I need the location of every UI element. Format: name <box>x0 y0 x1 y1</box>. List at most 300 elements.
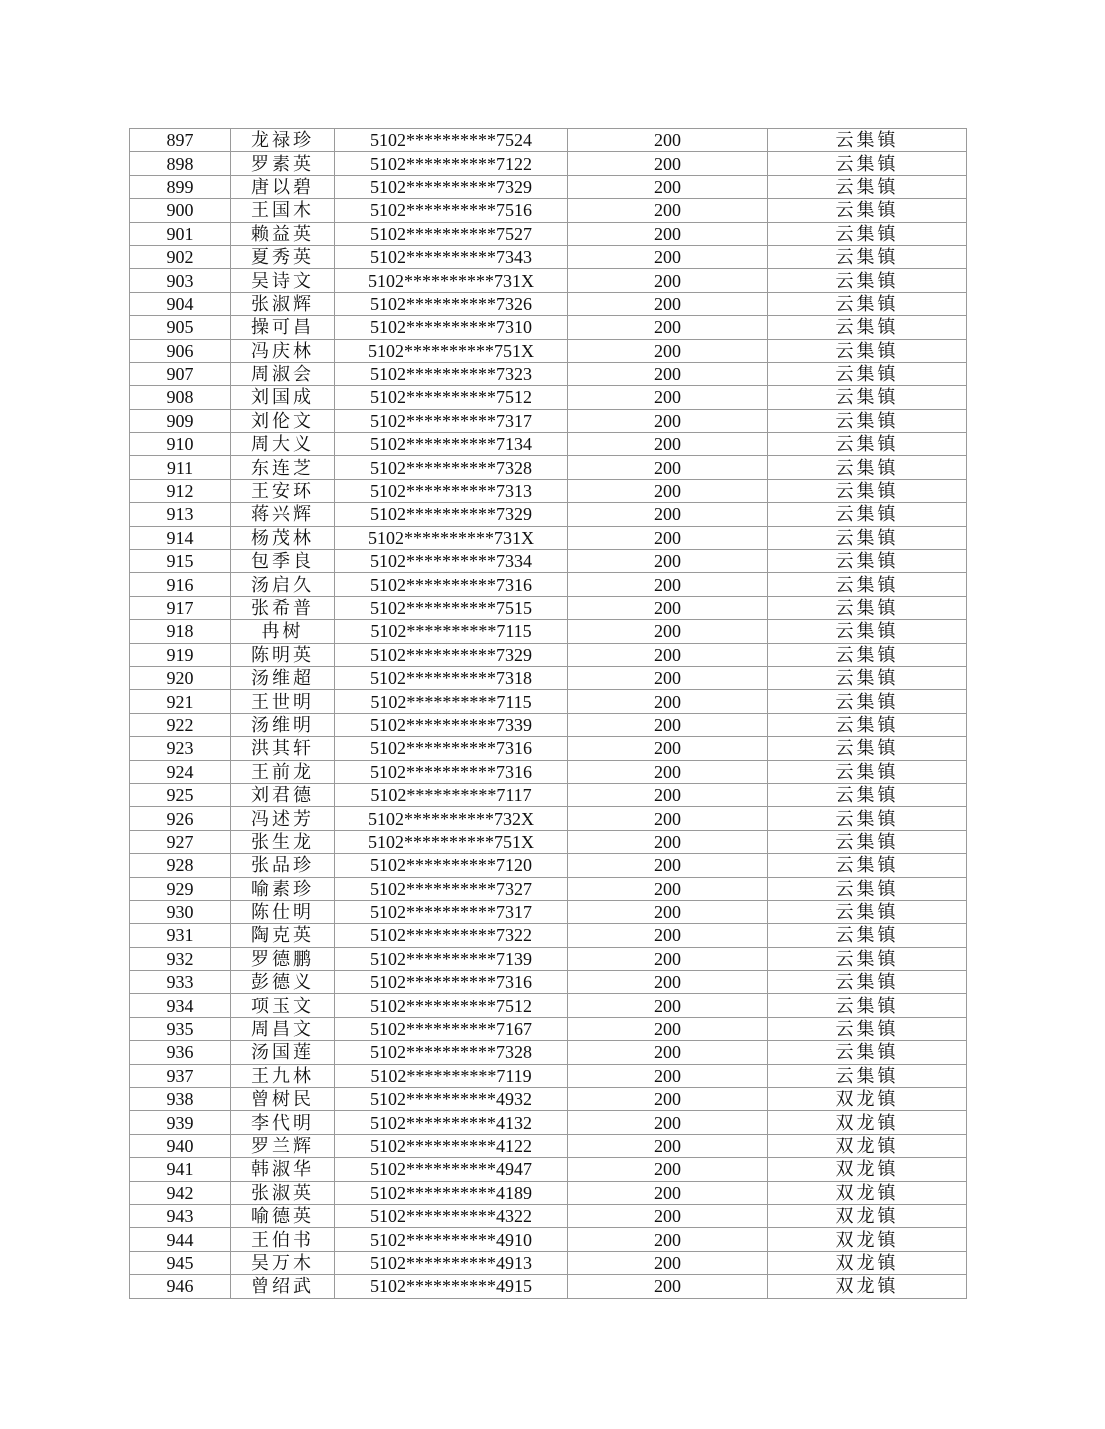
person-name-cell: 刘国成 <box>231 386 335 409</box>
person-name-cell: 王安环 <box>231 479 335 502</box>
id-number-cell: 5102**********731X <box>335 526 568 549</box>
row-number-cell: 928 <box>130 854 231 877</box>
table-row <box>130 971 967 994</box>
person-name-cell: 王伯书 <box>231 1228 335 1251</box>
id-number-cell: 5102**********7122 <box>335 152 568 175</box>
id-number-cell: 5102**********7139 <box>335 947 568 970</box>
person-name-cell: 汤维超 <box>231 666 335 689</box>
row-number-cell: 900 <box>130 199 231 222</box>
amount-cell: 200 <box>568 1088 768 1111</box>
id-number-cell: 5102**********7516 <box>335 199 568 222</box>
row-number-cell: 940 <box>130 1134 231 1157</box>
id-number-cell: 5102**********4132 <box>335 1111 568 1134</box>
person-name-cell: 王前龙 <box>231 760 335 783</box>
table-row <box>130 1111 967 1134</box>
id-number-cell: 5102**********4913 <box>335 1251 568 1274</box>
table-row <box>130 947 967 970</box>
town-cell: 云集镇 <box>768 479 967 502</box>
person-name-cell: 王国木 <box>231 199 335 222</box>
town-cell: 云集镇 <box>768 620 967 643</box>
town-cell: 云集镇 <box>768 666 967 689</box>
table-row <box>130 409 967 432</box>
amount-cell: 200 <box>568 1064 768 1087</box>
id-number-cell: 5102**********7512 <box>335 386 568 409</box>
row-number-cell: 920 <box>130 666 231 689</box>
id-number-cell: 5102**********7329 <box>335 643 568 666</box>
person-name-cell: 张生龙 <box>231 830 335 853</box>
row-number-cell: 922 <box>130 713 231 736</box>
id-number-cell: 5102**********731X <box>335 269 568 292</box>
amount-cell: 200 <box>568 690 768 713</box>
row-number-cell: 925 <box>130 783 231 806</box>
amount-cell: 200 <box>568 807 768 830</box>
town-cell: 云集镇 <box>768 783 967 806</box>
amount-cell: 200 <box>568 760 768 783</box>
id-number-cell: 5102**********7343 <box>335 245 568 268</box>
table-row <box>130 386 967 409</box>
person-name-cell: 赖益英 <box>231 222 335 245</box>
table-row <box>130 783 967 806</box>
amount-cell: 200 <box>568 1228 768 1251</box>
row-number-cell: 931 <box>130 924 231 947</box>
town-cell: 云集镇 <box>768 409 967 432</box>
row-number-cell: 919 <box>130 643 231 666</box>
table-row <box>130 479 967 502</box>
row-number-cell: 946 <box>130 1275 231 1298</box>
town-cell: 云集镇 <box>768 175 967 198</box>
amount-cell: 200 <box>568 1111 768 1134</box>
person-name-cell: 包季良 <box>231 550 335 573</box>
amount-cell: 200 <box>568 456 768 479</box>
town-cell: 云集镇 <box>768 1064 967 1087</box>
row-number-cell: 898 <box>130 152 231 175</box>
town-cell: 云集镇 <box>768 269 967 292</box>
table-row <box>130 1204 967 1227</box>
amount-cell: 200 <box>568 737 768 760</box>
table-row <box>130 1251 967 1274</box>
amount-cell: 200 <box>568 129 768 152</box>
person-name-cell: 喻德英 <box>231 1204 335 1227</box>
row-number-cell: 942 <box>130 1181 231 1204</box>
id-number-cell: 5102**********4915 <box>335 1275 568 1298</box>
person-name-cell: 汤启久 <box>231 573 335 596</box>
town-cell: 云集镇 <box>768 386 967 409</box>
town-cell: 云集镇 <box>768 807 967 830</box>
person-name-cell: 东连芝 <box>231 456 335 479</box>
row-number-cell: 907 <box>130 362 231 385</box>
table-row <box>130 854 967 877</box>
table-row <box>130 1017 967 1040</box>
table-row <box>130 1181 967 1204</box>
amount-cell: 200 <box>568 1181 768 1204</box>
person-name-cell: 王世明 <box>231 690 335 713</box>
row-number-cell: 938 <box>130 1088 231 1111</box>
amount-cell: 200 <box>568 877 768 900</box>
town-cell: 云集镇 <box>768 1017 967 1040</box>
table-row <box>130 245 967 268</box>
table-row <box>130 924 967 947</box>
id-number-cell: 5102**********7329 <box>335 175 568 198</box>
person-name-cell: 洪其轩 <box>231 737 335 760</box>
town-cell: 云集镇 <box>768 900 967 923</box>
row-number-cell: 911 <box>130 456 231 479</box>
person-name-cell: 张品珍 <box>231 854 335 877</box>
amount-cell: 200 <box>568 292 768 315</box>
person-name-cell: 周昌文 <box>231 1017 335 1040</box>
amount-cell: 200 <box>568 783 768 806</box>
id-number-cell: 5102**********7134 <box>335 433 568 456</box>
id-number-cell: 5102**********7310 <box>335 316 568 339</box>
record-table <box>129 128 967 1299</box>
row-number-cell: 936 <box>130 1041 231 1064</box>
id-number-cell: 5102**********7316 <box>335 573 568 596</box>
amount-cell: 200 <box>568 433 768 456</box>
amount-cell: 200 <box>568 1204 768 1227</box>
person-name-cell: 冯庆林 <box>231 339 335 362</box>
row-number-cell: 902 <box>130 245 231 268</box>
table-row <box>130 620 967 643</box>
person-name-cell: 刘伦文 <box>231 409 335 432</box>
table-row <box>130 643 967 666</box>
amount-cell: 200 <box>568 199 768 222</box>
id-number-cell: 5102**********7328 <box>335 1041 568 1064</box>
table-row <box>130 737 967 760</box>
id-number-cell: 5102**********7327 <box>335 877 568 900</box>
amount-cell: 200 <box>568 339 768 362</box>
id-number-cell: 5102**********7527 <box>335 222 568 245</box>
row-number-cell: 929 <box>130 877 231 900</box>
person-name-cell: 唐以碧 <box>231 175 335 198</box>
amount-cell: 200 <box>568 479 768 502</box>
person-name-cell: 张希普 <box>231 596 335 619</box>
table-row <box>130 526 967 549</box>
row-number-cell: 926 <box>130 807 231 830</box>
person-name-cell: 李代明 <box>231 1111 335 1134</box>
amount-cell: 200 <box>568 316 768 339</box>
id-number-cell: 5102**********7328 <box>335 456 568 479</box>
town-cell: 云集镇 <box>768 1041 967 1064</box>
row-number-cell: 944 <box>130 1228 231 1251</box>
table-row <box>130 129 967 152</box>
amount-cell: 200 <box>568 1158 768 1181</box>
town-cell: 云集镇 <box>768 643 967 666</box>
row-number-cell: 912 <box>130 479 231 502</box>
town-cell: 云集镇 <box>768 713 967 736</box>
town-cell: 双龙镇 <box>768 1134 967 1157</box>
town-cell: 云集镇 <box>768 526 967 549</box>
id-number-cell: 5102**********7524 <box>335 129 568 152</box>
person-name-cell: 周大义 <box>231 433 335 456</box>
id-number-cell: 5102**********7117 <box>335 783 568 806</box>
town-cell: 云集镇 <box>768 316 967 339</box>
person-name-cell: 张淑英 <box>231 1181 335 1204</box>
table-row <box>130 1064 967 1087</box>
person-name-cell: 王九林 <box>231 1064 335 1087</box>
person-name-cell: 冯述芳 <box>231 807 335 830</box>
table-row <box>130 292 967 315</box>
table-row <box>130 596 967 619</box>
table-row <box>130 175 967 198</box>
town-cell: 云集镇 <box>768 573 967 596</box>
table-row <box>130 222 967 245</box>
amount-cell: 200 <box>568 830 768 853</box>
row-number-cell: 934 <box>130 994 231 1017</box>
id-number-cell: 5102**********7115 <box>335 690 568 713</box>
row-number-cell: 906 <box>130 339 231 362</box>
row-number-cell: 918 <box>130 620 231 643</box>
person-name-cell: 陈明英 <box>231 643 335 666</box>
town-cell: 双龙镇 <box>768 1228 967 1251</box>
row-number-cell: 939 <box>130 1111 231 1134</box>
town-cell: 双龙镇 <box>768 1275 967 1298</box>
row-number-cell: 933 <box>130 971 231 994</box>
row-number-cell: 904 <box>130 292 231 315</box>
person-name-cell: 罗素英 <box>231 152 335 175</box>
person-name-cell: 陶克英 <box>231 924 335 947</box>
town-cell: 云集镇 <box>768 362 967 385</box>
town-cell: 云集镇 <box>768 690 967 713</box>
row-number-cell: 909 <box>130 409 231 432</box>
table-row <box>130 690 967 713</box>
table-row <box>130 994 967 1017</box>
table-row <box>130 362 967 385</box>
record-table-body <box>130 129 967 1299</box>
row-number-cell: 937 <box>130 1064 231 1087</box>
amount-cell: 200 <box>568 175 768 198</box>
person-name-cell: 吴诗文 <box>231 269 335 292</box>
amount-cell: 200 <box>568 362 768 385</box>
id-number-cell: 5102**********7316 <box>335 971 568 994</box>
row-number-cell: 914 <box>130 526 231 549</box>
id-number-cell: 5102**********4947 <box>335 1158 568 1181</box>
amount-cell: 200 <box>568 269 768 292</box>
person-name-cell: 蒋兴辉 <box>231 503 335 526</box>
id-number-cell: 5102**********7334 <box>335 550 568 573</box>
id-number-cell: 5102**********4189 <box>335 1181 568 1204</box>
table-row <box>130 199 967 222</box>
amount-cell: 200 <box>568 713 768 736</box>
id-number-cell: 5102**********7120 <box>335 854 568 877</box>
town-cell: 云集镇 <box>768 456 967 479</box>
id-number-cell: 5102**********7318 <box>335 666 568 689</box>
row-number-cell: 935 <box>130 1017 231 1040</box>
table-row <box>130 339 967 362</box>
town-cell: 双龙镇 <box>768 1181 967 1204</box>
person-name-cell: 罗兰辉 <box>231 1134 335 1157</box>
town-cell: 云集镇 <box>768 222 967 245</box>
table-row <box>130 456 967 479</box>
id-number-cell: 5102**********7329 <box>335 503 568 526</box>
town-cell: 云集镇 <box>768 947 967 970</box>
amount-cell: 200 <box>568 596 768 619</box>
amount-cell: 200 <box>568 526 768 549</box>
table-row <box>130 1158 967 1181</box>
id-number-cell: 5102**********7317 <box>335 409 568 432</box>
id-number-cell: 5102**********751X <box>335 830 568 853</box>
table-row <box>130 433 967 456</box>
id-number-cell: 5102**********7322 <box>335 924 568 947</box>
row-number-cell: 921 <box>130 690 231 713</box>
id-number-cell: 5102**********4322 <box>335 1204 568 1227</box>
person-name-cell: 周淑会 <box>231 362 335 385</box>
amount-cell: 200 <box>568 643 768 666</box>
table-row <box>130 152 967 175</box>
table-row <box>130 830 967 853</box>
table-row <box>130 1228 967 1251</box>
person-name-cell: 夏秀英 <box>231 245 335 268</box>
town-cell: 云集镇 <box>768 971 967 994</box>
amount-cell: 200 <box>568 947 768 970</box>
amount-cell: 200 <box>568 245 768 268</box>
id-number-cell: 5102**********732X <box>335 807 568 830</box>
person-name-cell: 汤国莲 <box>231 1041 335 1064</box>
amount-cell: 200 <box>568 900 768 923</box>
id-number-cell: 5102**********7323 <box>335 362 568 385</box>
person-name-cell: 罗德鹏 <box>231 947 335 970</box>
amount-cell: 200 <box>568 386 768 409</box>
amount-cell: 200 <box>568 971 768 994</box>
id-number-cell: 5102**********7167 <box>335 1017 568 1040</box>
id-number-cell: 5102**********7326 <box>335 292 568 315</box>
town-cell: 云集镇 <box>768 596 967 619</box>
person-name-cell: 冉树 <box>231 620 335 643</box>
row-number-cell: 941 <box>130 1158 231 1181</box>
town-cell: 云集镇 <box>768 854 967 877</box>
table-row <box>130 877 967 900</box>
table-row <box>130 573 967 596</box>
table-row <box>130 713 967 736</box>
row-number-cell: 899 <box>130 175 231 198</box>
table-row <box>130 807 967 830</box>
town-cell: 云集镇 <box>768 994 967 1017</box>
table-row <box>130 269 967 292</box>
row-number-cell: 917 <box>130 596 231 619</box>
amount-cell: 200 <box>568 666 768 689</box>
amount-cell: 200 <box>568 152 768 175</box>
table-row <box>130 550 967 573</box>
person-name-cell: 曾绍武 <box>231 1275 335 1298</box>
town-cell: 云集镇 <box>768 152 967 175</box>
table-row <box>130 1088 967 1111</box>
row-number-cell: 923 <box>130 737 231 760</box>
town-cell: 云集镇 <box>768 924 967 947</box>
amount-cell: 200 <box>568 854 768 877</box>
amount-cell: 200 <box>568 1017 768 1040</box>
id-number-cell: 5102**********751X <box>335 339 568 362</box>
person-name-cell: 彭德义 <box>231 971 335 994</box>
table-row <box>130 900 967 923</box>
amount-cell: 200 <box>568 1041 768 1064</box>
row-number-cell: 945 <box>130 1251 231 1274</box>
amount-cell: 200 <box>568 573 768 596</box>
amount-cell: 200 <box>568 409 768 432</box>
amount-cell: 200 <box>568 994 768 1017</box>
id-number-cell: 5102**********4910 <box>335 1228 568 1251</box>
town-cell: 云集镇 <box>768 339 967 362</box>
town-cell: 双龙镇 <box>768 1158 967 1181</box>
id-number-cell: 5102**********7115 <box>335 620 568 643</box>
table-row <box>130 1134 967 1157</box>
id-number-cell: 5102**********7316 <box>335 760 568 783</box>
person-name-cell: 杨茂林 <box>231 526 335 549</box>
town-cell: 云集镇 <box>768 503 967 526</box>
person-name-cell: 张淑辉 <box>231 292 335 315</box>
person-name-cell: 操可昌 <box>231 316 335 339</box>
person-name-cell: 陈仕明 <box>231 900 335 923</box>
town-cell: 云集镇 <box>768 830 967 853</box>
town-cell: 云集镇 <box>768 877 967 900</box>
row-number-cell: 903 <box>130 269 231 292</box>
town-cell: 云集镇 <box>768 292 967 315</box>
row-number-cell: 924 <box>130 760 231 783</box>
town-cell: 双龙镇 <box>768 1204 967 1227</box>
person-name-cell: 龙禄珍 <box>231 129 335 152</box>
town-cell: 云集镇 <box>768 550 967 573</box>
id-number-cell: 5102**********7512 <box>335 994 568 1017</box>
row-number-cell: 916 <box>130 573 231 596</box>
row-number-cell: 943 <box>130 1204 231 1227</box>
person-name-cell: 汤维明 <box>231 713 335 736</box>
person-name-cell: 项玉文 <box>231 994 335 1017</box>
row-number-cell: 932 <box>130 947 231 970</box>
row-number-cell: 910 <box>130 433 231 456</box>
person-name-cell: 吴万木 <box>231 1251 335 1274</box>
town-cell: 双龙镇 <box>768 1088 967 1111</box>
town-cell: 云集镇 <box>768 199 967 222</box>
town-cell: 云集镇 <box>768 433 967 456</box>
amount-cell: 200 <box>568 550 768 573</box>
row-number-cell: 930 <box>130 900 231 923</box>
amount-cell: 200 <box>568 924 768 947</box>
id-number-cell: 5102**********7317 <box>335 900 568 923</box>
amount-cell: 200 <box>568 1251 768 1274</box>
table-row <box>130 316 967 339</box>
amount-cell: 200 <box>568 1275 768 1298</box>
row-number-cell: 913 <box>130 503 231 526</box>
row-number-cell: 908 <box>130 386 231 409</box>
town-cell: 云集镇 <box>768 129 967 152</box>
row-number-cell: 901 <box>130 222 231 245</box>
row-number-cell: 915 <box>130 550 231 573</box>
table-row <box>130 1275 967 1298</box>
id-number-cell: 5102**********7119 <box>335 1064 568 1087</box>
id-number-cell: 5102**********7515 <box>335 596 568 619</box>
person-name-cell: 喻素珍 <box>231 877 335 900</box>
id-number-cell: 5102**********7339 <box>335 713 568 736</box>
id-number-cell: 5102**********7316 <box>335 737 568 760</box>
person-name-cell: 刘君德 <box>231 783 335 806</box>
town-cell: 云集镇 <box>768 245 967 268</box>
person-name-cell: 曾树民 <box>231 1088 335 1111</box>
town-cell: 云集镇 <box>768 737 967 760</box>
row-number-cell: 905 <box>130 316 231 339</box>
table-row <box>130 666 967 689</box>
id-number-cell: 5102**********4122 <box>335 1134 568 1157</box>
person-name-cell: 韩淑华 <box>231 1158 335 1181</box>
table-row <box>130 1041 967 1064</box>
id-number-cell: 5102**********7313 <box>335 479 568 502</box>
town-cell: 双龙镇 <box>768 1111 967 1134</box>
town-cell: 云集镇 <box>768 760 967 783</box>
row-number-cell: 927 <box>130 830 231 853</box>
row-number-cell: 897 <box>130 129 231 152</box>
amount-cell: 200 <box>568 1134 768 1157</box>
town-cell: 双龙镇 <box>768 1251 967 1274</box>
amount-cell: 200 <box>568 503 768 526</box>
id-number-cell: 5102**********4932 <box>335 1088 568 1111</box>
table-row <box>130 760 967 783</box>
amount-cell: 200 <box>568 620 768 643</box>
